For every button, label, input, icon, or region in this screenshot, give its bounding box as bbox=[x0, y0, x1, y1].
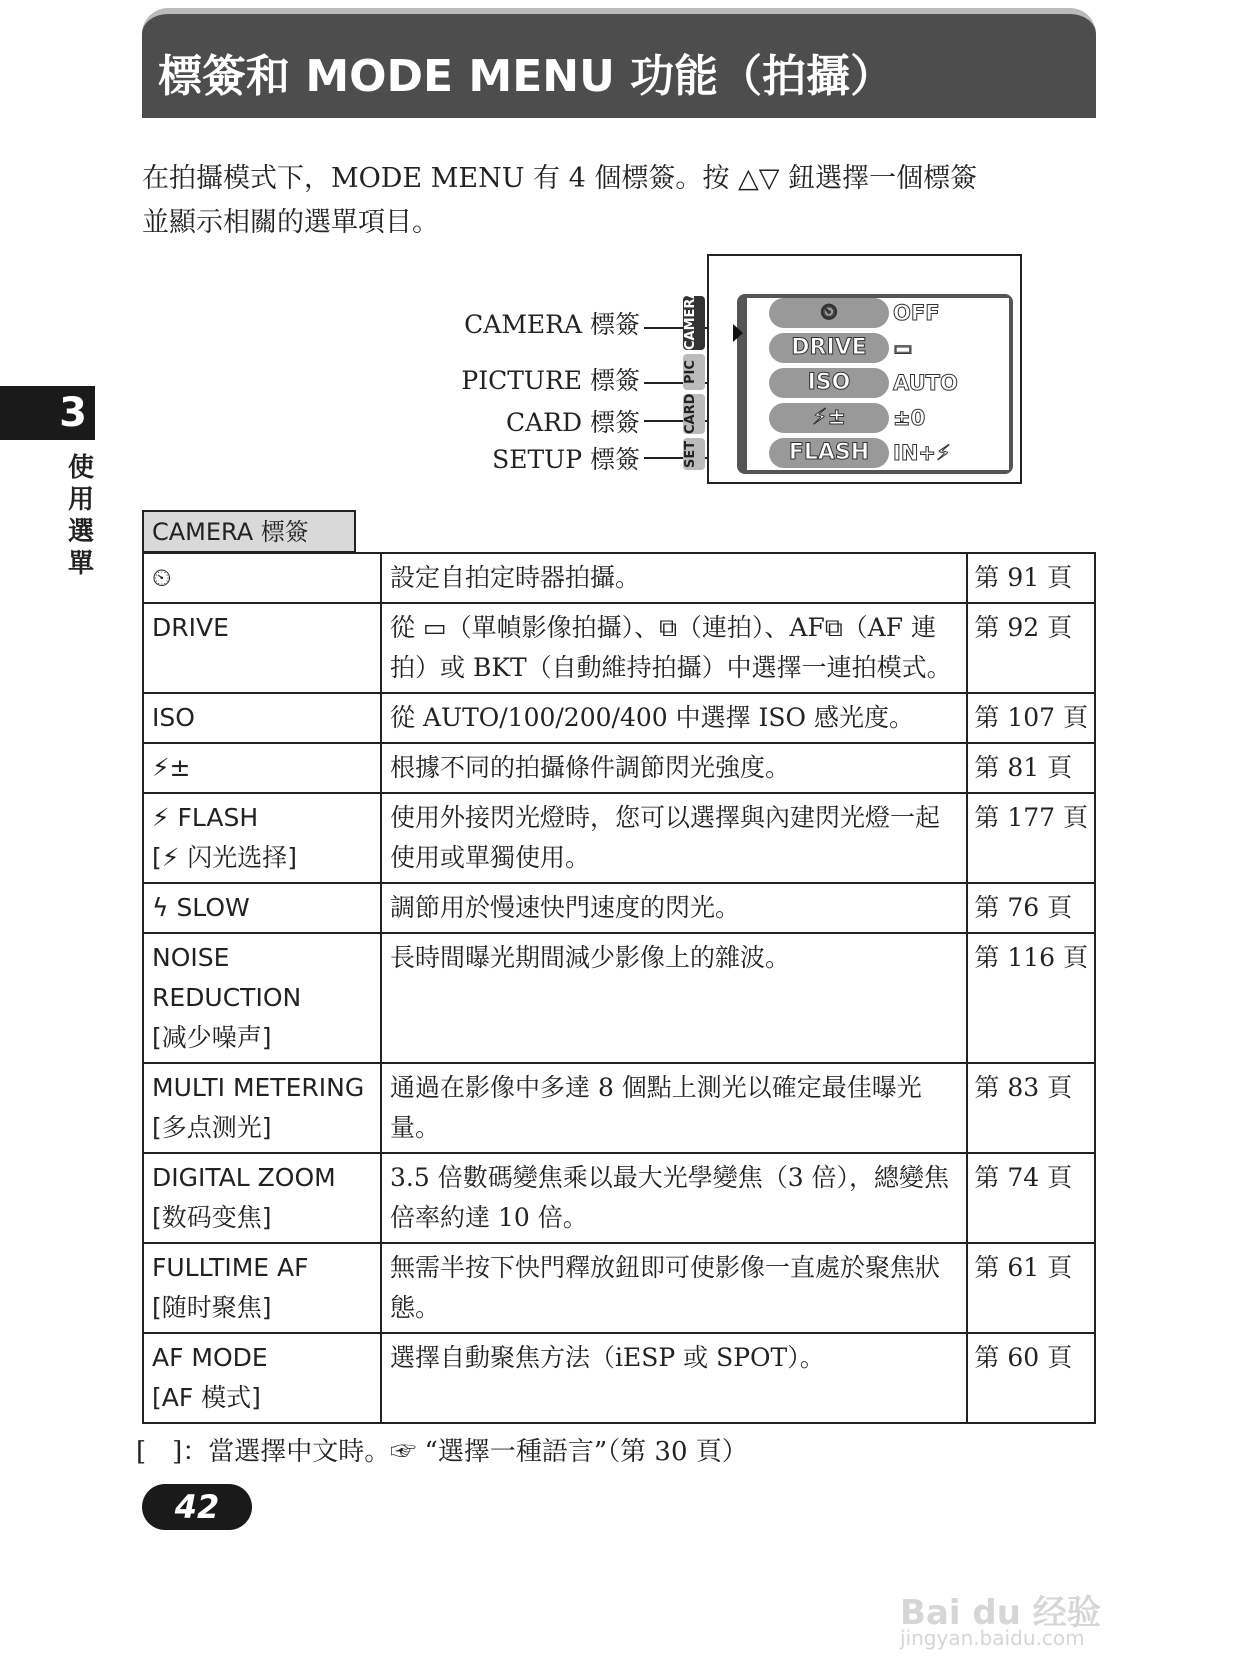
menu-item: FLASH bbox=[769, 438, 889, 468]
menu-item: ISO bbox=[769, 368, 889, 398]
table-caption: CAMERA 標簽 bbox=[142, 510, 356, 553]
table-row bbox=[143, 1153, 1095, 1243]
picture-tab-label: PICTURE 標簽 bbox=[461, 366, 640, 395]
table-row bbox=[143, 693, 1095, 743]
setting-name-cell bbox=[143, 603, 381, 693]
intro-paragraph bbox=[142, 157, 1102, 245]
description-cell: 長時間曝光期間減少影像上的雜波。 bbox=[381, 933, 967, 1063]
menu-value: OFF bbox=[893, 301, 940, 325]
setting-name: ⏲ bbox=[152, 563, 172, 592]
page-header bbox=[142, 8, 1096, 118]
setting-name-cell bbox=[143, 933, 381, 1063]
page-reference: 第 92 頁 bbox=[967, 603, 1095, 693]
menu-row bbox=[769, 333, 1019, 365]
description-cell: 3.5 倍數碼變焦乘以最大光學變焦（3 倍），總變焦倍率約達 10 倍。 bbox=[381, 1153, 967, 1243]
setting-name-cell bbox=[143, 1063, 381, 1153]
description-cell: 無需半按下快門釋放鈕即可使影像一直處於聚焦狀態。 bbox=[381, 1243, 967, 1333]
page-reference: 第 60 頁 bbox=[967, 1333, 1095, 1423]
page-number: 42 bbox=[142, 1484, 252, 1530]
table-row bbox=[143, 883, 1095, 933]
setting-name: AF MODE bbox=[152, 1343, 268, 1372]
setting-name-cell bbox=[143, 1243, 381, 1333]
setting-name: MULTI METERING bbox=[152, 1073, 365, 1102]
menu-row bbox=[769, 403, 1019, 435]
description-cell: 通過在影像中多達 8 個點上測光以確定最佳曝光量。 bbox=[381, 1063, 967, 1153]
page-reference: 第 107 頁 bbox=[967, 693, 1095, 743]
table-row bbox=[143, 793, 1095, 883]
setting-name: ISO bbox=[152, 703, 195, 732]
menu-row bbox=[769, 368, 1019, 400]
table-row bbox=[143, 553, 1095, 603]
menu-value: AUTO bbox=[893, 371, 958, 395]
footer-note: [ ]：當選擇中文時。☞ “選擇一種語言”（第 30 頁） bbox=[136, 1437, 748, 1467]
table-row bbox=[143, 743, 1095, 793]
setting-name: ⚡± bbox=[152, 753, 191, 782]
setting-name: ϟ SLOW bbox=[152, 893, 250, 922]
description-cell: 根據不同的拍攝條件調節閃光強度。 bbox=[381, 743, 967, 793]
table-row bbox=[143, 1063, 1095, 1153]
description-cell: 從 AUTO/100/200/400 中選擇 ISO 感光度。 bbox=[381, 693, 967, 743]
menu-screen-diagram bbox=[683, 254, 1022, 484]
intro-line: 並顯示相關的選單項目。 bbox=[142, 207, 439, 238]
setting-name-chinese: [随时聚焦] bbox=[152, 1293, 272, 1322]
page-title: 標簽和 MODE MENU 功能（拍攝） bbox=[158, 51, 895, 102]
self-timer-icon: ⏲ bbox=[769, 298, 889, 328]
description-cell: 設定自拍定時器拍攝。 bbox=[381, 553, 967, 603]
setting-name-cell bbox=[143, 1153, 381, 1243]
page-reference: 第 61 頁 bbox=[967, 1243, 1095, 1333]
setting-name: ⚡ FLASH bbox=[152, 803, 259, 832]
description-cell: 調節用於慢速快門速度的閃光。 bbox=[381, 883, 967, 933]
page-reference: 第 76 頁 bbox=[967, 883, 1095, 933]
page-reference: 第 74 頁 bbox=[967, 1153, 1095, 1243]
setting-name-chinese: [AF 模式] bbox=[152, 1383, 261, 1412]
menu-row bbox=[769, 298, 1019, 330]
setting-name-cell bbox=[143, 693, 381, 743]
description-cell: 使用外接閃光燈時，您可以選擇與內建閃光燈一起使用或單獨使用。 bbox=[381, 793, 967, 883]
page-reference: 第 91 頁 bbox=[967, 553, 1095, 603]
table-row bbox=[143, 933, 1095, 1063]
setup-tab-label: SETUP 標簽 bbox=[492, 445, 640, 474]
page-reference: 第 81 頁 bbox=[967, 743, 1095, 793]
setting-name-cell bbox=[143, 1333, 381, 1423]
watermark-logo: Bai du 经验 bbox=[900, 1593, 1101, 1633]
selected-tab-arrow-icon bbox=[733, 324, 743, 342]
setting-name-chinese: [多点测光] bbox=[152, 1113, 272, 1142]
page-reference: 第 83 頁 bbox=[967, 1063, 1095, 1153]
page-reference: 第 177 頁 bbox=[967, 793, 1095, 883]
menu-value: IN+⚡ bbox=[893, 441, 951, 465]
setting-name-cell bbox=[143, 743, 381, 793]
description-cell: 從 ▭（單幀影像拍攝）、⧉（連拍）、AF⧉（AF 連拍）或 BKT（自動維持拍攝）中選擇一連拍模式。 bbox=[381, 603, 967, 693]
menu-row bbox=[769, 438, 1019, 470]
setting-name: FULLTIME AF bbox=[152, 1253, 309, 1282]
chapter-label: 使用選單 bbox=[67, 453, 94, 579]
card-tab-label: CARD 標簽 bbox=[506, 408, 640, 437]
camera-tab: CAMERA bbox=[683, 296, 705, 350]
table-row bbox=[143, 603, 1095, 693]
setting-name-chinese: [⚡ 闪光选择] bbox=[152, 843, 298, 872]
menu-value: ±0 bbox=[893, 406, 926, 430]
table-row bbox=[143, 1243, 1095, 1333]
chapter-number: 3 bbox=[0, 386, 95, 440]
intro-line: 在拍攝模式下，MODE MENU 有 4 個標簽。按 △▽ 鈕選擇一個標簽 bbox=[142, 163, 978, 194]
watermark-url: jingyan.baidu.com bbox=[900, 1626, 1085, 1650]
setting-name-chinese: [数码变焦] bbox=[152, 1203, 272, 1232]
setting-name-chinese: [减少噪声] bbox=[152, 1023, 272, 1052]
card-tab: CARD bbox=[683, 394, 705, 434]
pic-tab: PIC bbox=[683, 354, 705, 390]
table-row bbox=[143, 1333, 1095, 1423]
setting-name: DRIVE bbox=[152, 613, 229, 642]
setting-name: DIGITAL ZOOM bbox=[152, 1163, 336, 1192]
menu-item: DRIVE bbox=[769, 333, 889, 363]
setting-name-cell bbox=[143, 793, 381, 883]
page-reference: 第 116 頁 bbox=[967, 933, 1095, 1063]
setting-name-cell bbox=[143, 553, 381, 603]
description-cell: 選擇自動聚焦方法（iESP 或 SPOT）。 bbox=[381, 1333, 967, 1423]
setting-name-cell bbox=[143, 883, 381, 933]
camera-tab-table bbox=[142, 552, 1096, 1424]
set-tab: SET bbox=[683, 438, 705, 470]
menu-value: ▭ bbox=[893, 336, 913, 360]
flash-compensation-icon: ⚡± bbox=[769, 403, 889, 433]
camera-tab-label: CAMERA 標簽 bbox=[464, 310, 640, 339]
setting-name: NOISE REDUCTION bbox=[152, 943, 302, 1012]
